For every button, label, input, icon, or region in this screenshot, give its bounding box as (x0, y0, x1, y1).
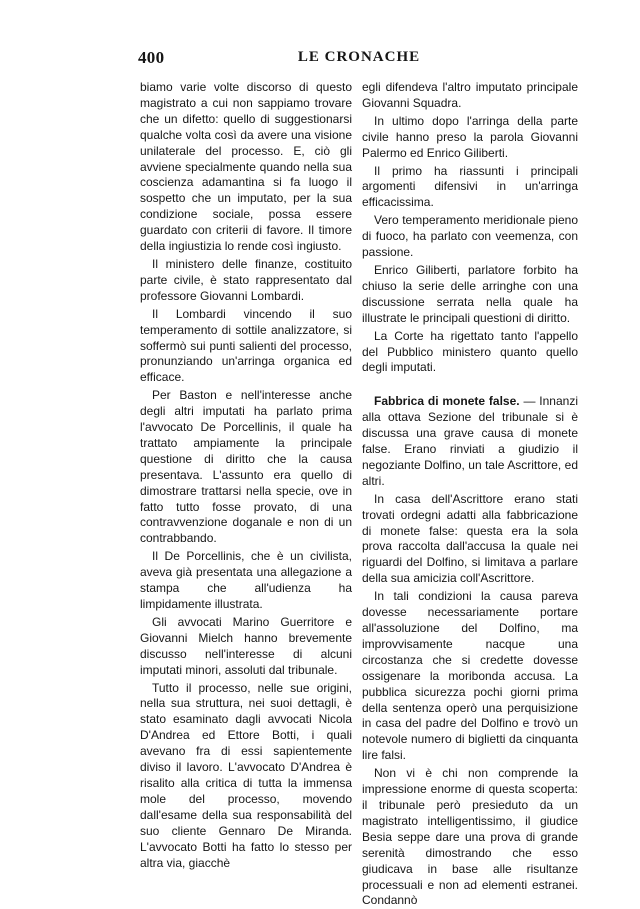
section-paragraph (362, 394, 578, 489)
paragraph: Il De Porcellinis, che è un civilista, aveva già presentata una allegazione a stampa che all'udienza ha limpidamente illustrata. (140, 549, 352, 611)
paragraph: In casa dell'Ascrittore erano stati trovati ordegni adatti alla fabbricazione di monete false: questa era la sola prova raccolta dall'accusa la quale nei riguardi del Dolfino, si limitava a parlare della sua amicizia coll'Ascrittore. (362, 491, 578, 586)
paragraph: egli difendeva l'altro imputato principale Giovanni Squadra. (362, 80, 578, 110)
paragraph: Vero temperamento meridionale pieno di fuoco, ha parlato con veemenza, con passione. (362, 213, 578, 260)
section-text: — Innanzi alla ottava Sezione del tribunale si è discussa una grave causa di monete false. Erano rinviati a giudizio il negoziante Dolfino, un tale Ascrittore, ed altri. (362, 394, 578, 488)
page-header (138, 48, 580, 70)
paragraph: Non vi è chi non comprende la impressione enorme di questa scoperta: il tribunale però presieduto da un magistrato intelligentissimo, il giudice Besia seppe dare una prova di grande serenità dimostrando che esso giudicava in base alle risultanze processuali e non ad elementi estranei. Condannò (362, 766, 578, 908)
paragraph: Gli avvocati Marino Guerritore e Giovanni Mielch hanno brevemente discusso nell'interesse di alcuni imputati minori, assoluti dal tribunale. (140, 614, 352, 677)
paragraph: Enrico Giliberti, parlatore forbito ha chiuso la serie delle arringhe con una discussione serrata nella quale ha illustrate le principali questioni di diritto. (362, 262, 578, 325)
right-column (362, 80, 578, 909)
paragraph: Il ministero delle finanze, costituito parte civile, è stato rappresentato dal professore Giovanni Lombardi. (140, 256, 352, 303)
left-column (140, 80, 352, 871)
section-title: Fabbrica di monete false. (374, 394, 520, 409)
page-number: 400 (138, 48, 165, 67)
paragraph: biamo varie volte discorso di questo magistrato a cui non sappiamo trovare che un difetto: quello di suggestionarsi qualche volta così da avere una visione unilaterale del processo. E, ciò gli avviene specialmente quando nella sua coscienza adamantina si fa luogo il sospetto che un imputato, per la sua condizione sociale, possa essere guardato con criterii di favore. Il timore della ingiustizia lo rende così ingiusto. (140, 80, 352, 254)
paragraph: Tutto il processo, nelle sue origini, nella sua struttura, nei suoi dettagli, è stato esaminato dagli avvocati Nicola D'Andrea ed Ettore Botti, i quali avevano fra di essi sapientemente diviso il lavoro. L'avvocato D'Andrea è risalito alla critica di tutta la immensa mole del processo, movendo dall'esame della sua responsabilità del suo cliente Gennaro De Miranda. L'avvocato Botti ha fatto lo stesso per altra via, giacchè (140, 680, 352, 870)
paragraph: Per Baston e nell'interesse anche degli altri imputati ha parlato prima l'avvocato De Porcellinis, il quale ha trattato ampiamente la principale questione di diritto che la causa presentava. L'assunto era quello di dimostrare trattarsi nella specie, ove in fatto tutto fosse provato, di una contravvenzione doganale e non di un contrabbando. (140, 388, 352, 546)
paragraph: In tali condizioni la causa pareva dovesse necessariamente portare all'assoluzione del Dolfino, ma improvvisamente nacque una circostanza che si credette dovesse ossigenare la moribonda accusa. La pubblica sicurezza pochi giorni prima della sentenza operò una perquisizione in casa del padre del Dolfino e trovò un notevole numero di biglietti da cinquanta lire falsi. (362, 589, 578, 763)
paragraph: Il primo ha riassunti i principali argomenti difensivi in un'arringa efficacissima. (362, 163, 578, 210)
paragraph: In ultimo dopo l'arringa della parte civile hanno preso la parola Giovanni Palermo ed Enrico Giliberti. (362, 113, 578, 160)
paragraph: Il Lombardi vincendo il suo temperamento di sottile analizzatore, si soffermò sui punti salienti del processo, pronunziando un'arringa organica ed efficace. (140, 306, 352, 385)
paragraph: La Corte ha rigettato tanto l'appello del Pubblico ministero quanto quello degli imputati. (362, 328, 578, 375)
running-title: LE CRONACHE (297, 49, 421, 65)
